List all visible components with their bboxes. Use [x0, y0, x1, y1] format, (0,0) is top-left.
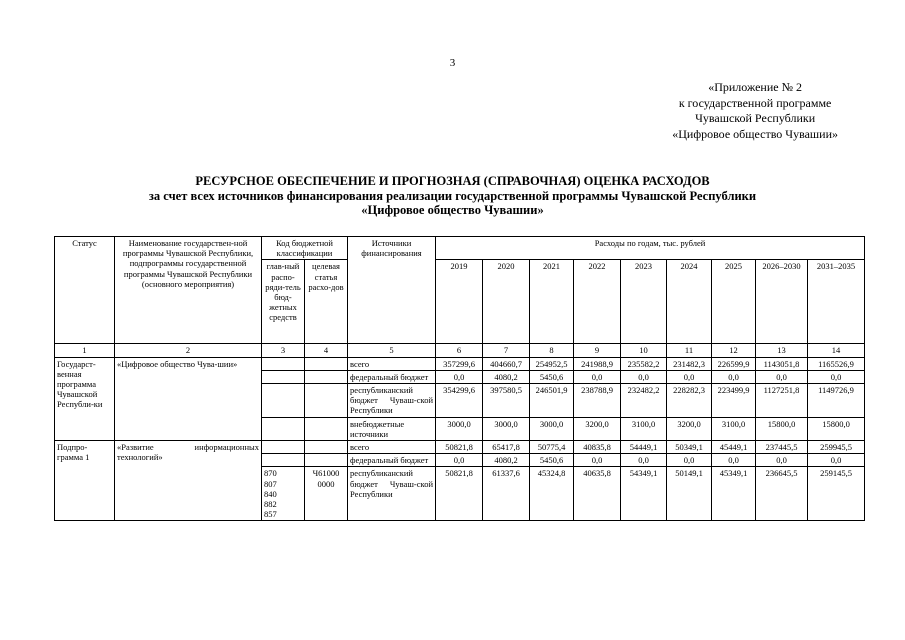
expense-item-cell: Ч61000 0000: [305, 467, 348, 521]
status-cell: Подпро-грамма 1: [55, 441, 115, 521]
expense-item-cell: [305, 417, 348, 440]
header-year: 2026–2030: [756, 260, 808, 344]
value-cell: 236645,5: [756, 467, 808, 521]
value-cell: 0,0: [808, 370, 865, 383]
main-manager-cell: [262, 441, 305, 454]
value-cell: 1143051,8: [756, 357, 808, 370]
value-cell: 241988,9: [574, 357, 621, 370]
value-cell: 357299,6: [436, 357, 483, 370]
value-cell: 0,0: [436, 370, 483, 383]
value-cell: 0,0: [436, 454, 483, 467]
column-number: 3: [262, 344, 305, 357]
value-cell: 254952,5: [530, 357, 574, 370]
value-cell: 50821,8: [436, 467, 483, 521]
value-cell: 0,0: [621, 454, 667, 467]
appendix-line: «Цифровое общество Чувашии»: [672, 126, 838, 141]
table-row: [55, 357, 865, 370]
value-cell: 226599,9: [712, 357, 756, 370]
expense-item-cell: [305, 370, 348, 383]
value-cell: 15800,0: [808, 417, 865, 440]
program-name-cell: «Цифровое общество Чува-шии»: [115, 357, 262, 440]
appendix-line: к государственной программе: [678, 95, 832, 110]
value-cell: 223499,9: [712, 384, 756, 418]
title-line: за счет всех источников финансирования реализации государственной программы Чувашской Республики: [148, 188, 757, 203]
source-cell: республиканский бюджет Чуваш-ской Республики: [348, 467, 436, 521]
value-cell: 3200,0: [667, 417, 712, 440]
header-expense-item: целевая статья расхо-дов: [305, 260, 348, 344]
column-number: 6: [436, 344, 483, 357]
value-cell: 238788,9: [574, 384, 621, 418]
value-cell: 1127251,8: [756, 384, 808, 418]
value-cell: 3000,0: [530, 417, 574, 440]
value-cell: 65417,8: [483, 441, 530, 454]
status-cell: Государст-венная программа Чувашской Республи-ки: [55, 357, 115, 440]
source-cell: федеральный бюджет: [348, 370, 436, 383]
value-cell: 3100,0: [712, 417, 756, 440]
title-line: «Цифровое общество Чувашии»: [361, 203, 544, 217]
value-cell: 259145,5: [808, 467, 865, 521]
column-number: 5: [348, 344, 436, 357]
main-manager-cell: [262, 384, 305, 418]
value-cell: 0,0: [667, 370, 712, 383]
table-row: [55, 441, 865, 454]
value-cell: 0,0: [574, 454, 621, 467]
value-cell: 45349,1: [712, 467, 756, 521]
expense-item-cell: [305, 441, 348, 454]
header-year: 2019: [436, 260, 483, 344]
value-cell: 5450,6: [530, 454, 574, 467]
value-cell: 3200,0: [574, 417, 621, 440]
appendix-note: [672, 80, 838, 142]
value-cell: 404660,7: [483, 357, 530, 370]
value-cell: 0,0: [712, 454, 756, 467]
value-cell: 50775,4: [530, 441, 574, 454]
expense-item-cell: [305, 384, 348, 418]
source-cell: республиканский бюджет Чуваш-ской Республики: [348, 384, 436, 418]
value-cell: 231482,3: [667, 357, 712, 370]
header-expenses: Расходы по годам, тыс. рублей: [436, 237, 865, 260]
value-cell: 61337,6: [483, 467, 530, 521]
value-cell: 1165526,9: [808, 357, 865, 370]
source-cell: всего: [348, 441, 436, 454]
value-cell: 0,0: [756, 454, 808, 467]
column-number: 1: [55, 344, 115, 357]
expense-item-cell: [305, 357, 348, 370]
source-cell: всего: [348, 357, 436, 370]
resource-table: [54, 236, 865, 521]
main-manager-cell: 870 807 840 882 857: [262, 467, 305, 521]
header-year: 2020: [483, 260, 530, 344]
appendix-line: «Приложение № 2: [708, 80, 803, 94]
main-manager-cell: [262, 357, 305, 370]
header-year: 2031–2035: [808, 260, 865, 344]
column-number: 8: [530, 344, 574, 357]
value-cell: 235582,2: [621, 357, 667, 370]
header-year: 2023: [621, 260, 667, 344]
header-year: 2025: [712, 260, 756, 344]
value-cell: 397580,5: [483, 384, 530, 418]
value-cell: 237445,5: [756, 441, 808, 454]
value-cell: 4080,2: [483, 454, 530, 467]
value-cell: 354299,6: [436, 384, 483, 418]
value-cell: 40835,8: [574, 441, 621, 454]
value-cell: 54449,1: [621, 441, 667, 454]
value-cell: 228282,3: [667, 384, 712, 418]
header-budget-code: Код бюджетной классификации: [262, 237, 348, 260]
value-cell: 259945,5: [808, 441, 865, 454]
header-row: [55, 237, 865, 260]
value-cell: 45449,1: [712, 441, 756, 454]
header-year: 2022: [574, 260, 621, 344]
value-cell: 54349,1: [621, 467, 667, 521]
column-number: 9: [574, 344, 621, 357]
column-number-row: [55, 344, 865, 357]
program-name-cell: «Развитие информационных технологий»: [115, 441, 262, 521]
source-cell: федеральный бюджет: [348, 454, 436, 467]
header-sources: Источники финансирования: [348, 237, 436, 344]
value-cell: 15800,0: [756, 417, 808, 440]
title-line: РЕСУРСНОЕ ОБЕСПЕЧЕНИЕ И ПРОГНОЗНАЯ (СПРАВОЧНАЯ) ОЦЕНКА РАСХОДОВ: [195, 174, 710, 188]
page-number: 3: [449, 57, 456, 69]
source-cell: внебюджетные источники: [348, 417, 436, 440]
value-cell: 40635,8: [574, 467, 621, 521]
column-number: 12: [712, 344, 756, 357]
header-name: Наименование государствен-ной программы Чувашской Республики, подпрограммы государственной программы Чувашской Республики (основного мероприятия): [115, 237, 262, 344]
value-cell: 0,0: [712, 370, 756, 383]
document-title: [0, 174, 905, 218]
header-year: 2021: [530, 260, 574, 344]
value-cell: 50149,1: [667, 467, 712, 521]
appendix-line: Чувашской Республики: [695, 111, 816, 125]
header-main-manager: глав-ный распо-ряди-тель бюд-жетных средств: [262, 260, 305, 344]
value-cell: 50349,1: [667, 441, 712, 454]
column-number: 11: [667, 344, 712, 357]
column-number: 13: [756, 344, 808, 357]
value-cell: 0,0: [756, 370, 808, 383]
main-manager-cell: [262, 454, 305, 467]
value-cell: 50821,8: [436, 441, 483, 454]
value-cell: 246501,9: [530, 384, 574, 418]
column-number: 4: [305, 344, 348, 357]
value-cell: 45324,8: [530, 467, 574, 521]
value-cell: 3100,0: [621, 417, 667, 440]
header-status: Статус: [55, 237, 115, 344]
value-cell: 0,0: [667, 454, 712, 467]
main-manager-cell: [262, 417, 305, 440]
value-cell: 0,0: [574, 370, 621, 383]
value-cell: 3000,0: [436, 417, 483, 440]
value-cell: 4080,2: [483, 370, 530, 383]
header-year: 2024: [667, 260, 712, 344]
column-number: 7: [483, 344, 530, 357]
column-number: 2: [115, 344, 262, 357]
value-cell: 5450,6: [530, 370, 574, 383]
value-cell: 232482,2: [621, 384, 667, 418]
value-cell: 1149726,9: [808, 384, 865, 418]
column-number: 14: [808, 344, 865, 357]
main-manager-cell: [262, 370, 305, 383]
value-cell: 0,0: [621, 370, 667, 383]
column-number: 10: [621, 344, 667, 357]
expense-item-cell: [305, 454, 348, 467]
value-cell: 3000,0: [483, 417, 530, 440]
value-cell: 0,0: [808, 454, 865, 467]
